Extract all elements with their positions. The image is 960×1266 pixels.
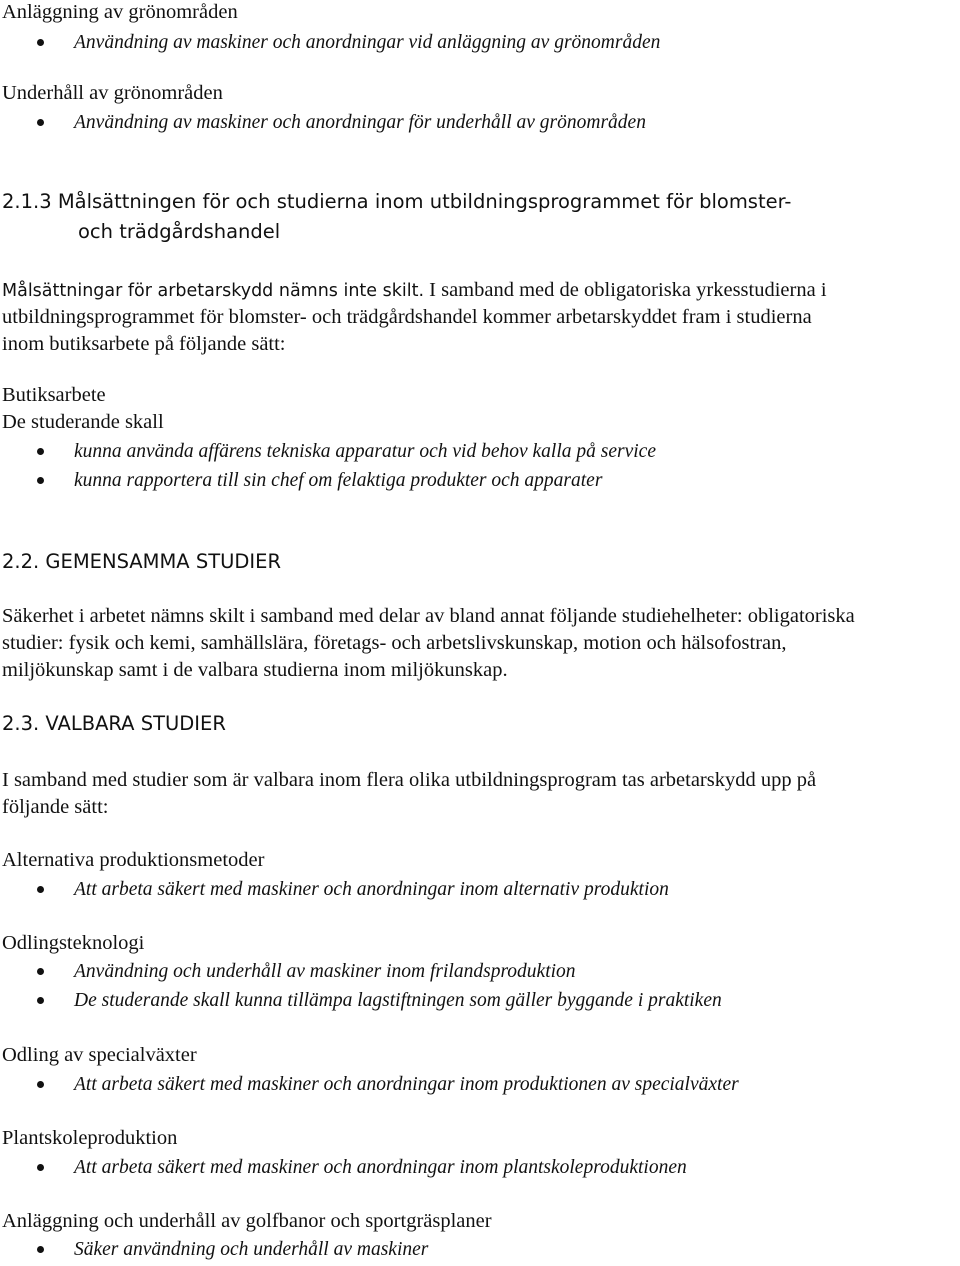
list-item [0,113,960,139]
section-label-alternativa: Alternativa produktionsmetoder [2,849,265,871]
list-item [0,33,960,59]
list-item-text: Att arbeta säkert med maskiner och anordningar inom alternativ produktion [74,879,669,900]
list-item-text: Användning av maskiner och anordningar vid anläggning av grönområden [74,32,661,53]
section-heading-2-2: 2.2. GEMENSAMMA STUDIER [2,550,282,573]
section-label-specialvaxter: Odling av specialväxter [2,1044,197,1066]
bullet-icon [37,968,44,975]
list-item [0,1158,960,1184]
section-label-underhall-gronomraden: Underhåll av grönområden [2,82,223,104]
list-item [0,991,960,1017]
section-sublabel-studerande: De studerande skall [2,411,164,433]
bullet-icon [37,39,44,46]
section-label-plantskoleproduktion: Plantskoleproduktion [2,1127,178,1149]
list-item-text: kunna rapportera till sin chef om felaktiga produkter och apparater [74,470,603,491]
section-heading-2-1-3-line1: 2.1.3 Målsättningen för och studierna inom utbildningsprogrammet för blomster- [2,190,792,213]
bullet-icon [37,886,44,893]
bullet-icon [37,448,44,455]
bullet-icon [37,997,44,1004]
section-label-golfbanor: Anläggning och underhåll av golfbanor och sportgräsplaner [2,1210,492,1232]
list-item-text: De studerande skall kunna tillämpa lagstiftningen som gäller byggande i praktiken [74,990,722,1011]
list-item [0,442,960,468]
section-label-odlingsteknologi: Odlingsteknologi [2,932,145,954]
paragraph-gemensamma-line1: Säkerhet i arbetet nämns skilt i samband med delar av bland annat följande studiehelheter: obligatoriska [2,605,855,627]
list-item [0,471,960,497]
bullet-icon [37,477,44,484]
list-item-text: Användning av maskiner och anordningar för underhåll av grönområden [74,112,646,133]
bullet-icon [37,1246,44,1253]
section-label-butiksarbete: Butiksarbete [2,384,106,406]
paragraph-intro-line1 [2,280,827,301]
list-item [0,1075,960,1101]
bullet-icon [37,119,44,126]
section-heading-2-3: 2.3. VALBARA STUDIER [2,712,226,735]
section-heading-2-1-3-line2: och trädgårdshandel [78,220,281,243]
intro-lead: Målsättningar för arbetarskydd nämns inte skilt. [2,281,425,301]
list-item [0,1240,960,1266]
paragraph-gemensamma-line3: miljökunskap samt i de valbara studierna inom miljökunskap. [2,659,508,681]
paragraph-valbara-line1: I samband med studier som är valbara inom flera olika utbildningsprogram tas arbetarskydd upp på [2,769,817,791]
list-item-text: Att arbeta säkert med maskiner och anordningar inom produktionen av specialväxter [74,1074,739,1095]
paragraph-intro-line2: utbildningsprogrammet för blomster- och trädgårdshandel kommer arbetarskyddet fram i studierna [2,306,812,328]
list-item [0,962,960,988]
section-label-anlaggning-gronomraden: Anläggning av grönområden [2,1,238,23]
paragraph-gemensamma-line2: studier: fysik och kemi, samhällslära, företags- och arbetslivskunskap, motion och hälsofostran, [2,632,787,654]
list-item-text: kunna använda affärens tekniska apparatur och vid behov kalla på service [74,441,656,462]
list-item-text: Användning och underhåll av maskiner inom frilandsproduktion [74,961,576,982]
list-item-text: Säker användning och underhåll av maskiner [74,1239,429,1260]
bullet-icon [37,1164,44,1171]
paragraph-intro-line3: inom butiksarbete på följande sätt: [2,333,286,355]
list-item-text: Att arbeta säkert med maskiner och anordningar inom plantskoleproduktionen [74,1157,687,1178]
intro-line1-rest: I samband med de obligatoriska yrkesstudierna i [424,279,827,301]
list-item [0,880,960,906]
bullet-icon [37,1081,44,1088]
paragraph-valbara-line2: följande sätt: [2,796,109,818]
